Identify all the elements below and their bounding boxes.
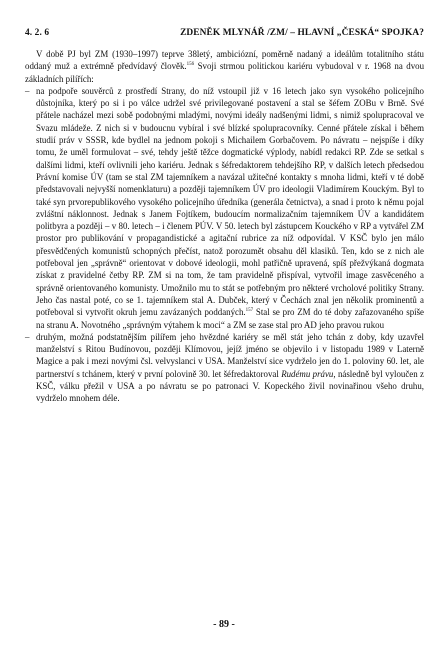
page-number: - 89 - — [213, 619, 235, 630]
intro-text: V době PJ byl ZM (1930–1997) teprve 38letý, ambiciózní, poměrně nadaný a ideálům totalitního státu oddaný muž a extrémně předvídavý člověk. — [25, 49, 424, 72]
intro-paragraph — [25, 48, 424, 85]
footnote-ref-156: 156 — [186, 62, 195, 68]
chapter-title: ZDENĚK MLYNÁŘ /ZM/ – HLAVNÍ „ČESKÁ“ SPOJKA? — [180, 28, 424, 38]
newspaper-title: Rudému právu — [281, 368, 334, 379]
first-pillar-text: na podpoře souvěrců z prostředí Strany, do níž vstoupil již v 16 letech jako syn vysokého policejního důstojníka, který po si i po válce udržel své privilegované postavení a stal se šéfem ZOBu v Brně. Své přátele nacházel mezi sobě podobnými mladými, novými ideály nadšenými lidmi, s nimiž spolupracoval ve Svazu mládeže. Z nich si v budoucnu vybíral i své blízké spolupracovníky. Cenné přátele získal i během studií práv v SSSR, kde bydlel na jednom pokoji s Michailem Gorbačovem. Po návratu – nejspíše i díky tomu, že uměl formulovat – své, tehdy ještě těžce dogmatické výplody, nabídl redakci RP. Zde se setkal s dalšími lidmi, kteří ovlivnili jeho kariéru. Jednak s šéfredaktorem tehdejšího RP, v dalších letech předsedou Právní komise ÚV (tam se stal ZM tajemníkem a navázal užitečné kontakty s mnoha lidmi, kteří v té době představovali nejvyšší nomenklaturu) a později tajemníkem ÚV pro ideologii Vladimírem Kouckým. Byl to také syn prvorepublikového vysokého policejního úředníka (generála četnictva), a snad i proto k němu pojal zvláštní náklonnost. Jednak s Janem Fojtíkem, budoucím normalizačním tajemníkem ÚV a kandidátem politbyra a později – v 80. letech – i členem PÚV. V 50. letech byl zástupcem Kouckého v RP a vytvářel ZM prostor pro publikování v propagandistické a agitační rubrice za níž odpovídal. V KSČ bylo jen málo přesvědčených komunistů schopných přečíst, natož porozumět obsahu děl klasiků. Ten, kdo se z nich ale potřeboval jen „správně“ orientovat v dobové ideologii, mohl patřičně upravená, spíš přežvýkaná dogmata získat z pravidelné četby RP. ZM si na tom, že tam pravidelně přispíval, vytvořil image zasvěceného a správně orientovaného komunisty. Umožnilo mu to stát se potřebným pro některé vrcholové politiky Strany. Jeho čas nastal poté, co se 1. tajemníkem stal A. Dubček, který v Čechách znal jen několik prominentů a potřeboval si vytvořit okruh jemu zavázaných poddaných. — [36, 85, 424, 318]
second-pillar-text-continued: , následně byl vyloučen z KSČ, válku přežil v USA a po návratu se po patronaci V. Kopeckého živil novinařinou všeho druhu, vydrželo mnohem déle. — [36, 368, 425, 404]
intro-text-continued: Svoji strmou politickou kariéru vybudoval v r. 1968 na dvou základních pilířích: — [25, 61, 425, 84]
pillars-list — [25, 85, 424, 405]
section-number: 4. 2. 6 — [25, 28, 50, 38]
list-item-second-pillar — [25, 331, 424, 405]
first-pillar-text-continued: Stal se pro ZM do té doby zařazovaného spíše na stranu A. Novotného „správným výtahem k moci“ a ZM se zase stal pro AD jeho pravou rukou — [36, 307, 424, 330]
body-text — [25, 48, 424, 405]
running-header — [25, 28, 424, 38]
footnote-ref-157: 157 — [245, 308, 254, 314]
list-item-first-pillar — [25, 85, 424, 331]
second-pillar-text: druhým, možná podstatnějším pilířem jeho hvězdné kariéry se měl stát jeho tchán z doby, kdy uzavřel manželství s Ritou Budínovou, později Klímovou, jejíž jméno se objevilo i v listopadu 1989 v Laterně Magice a pak i mezi novými čsl. velvyslanci v USA. Manželství sice vydrželo jen do 1. poloviny 60. let, ale partnerství s tchánem, který v první polovině 30. let šéfredaktoroval — [36, 331, 424, 379]
